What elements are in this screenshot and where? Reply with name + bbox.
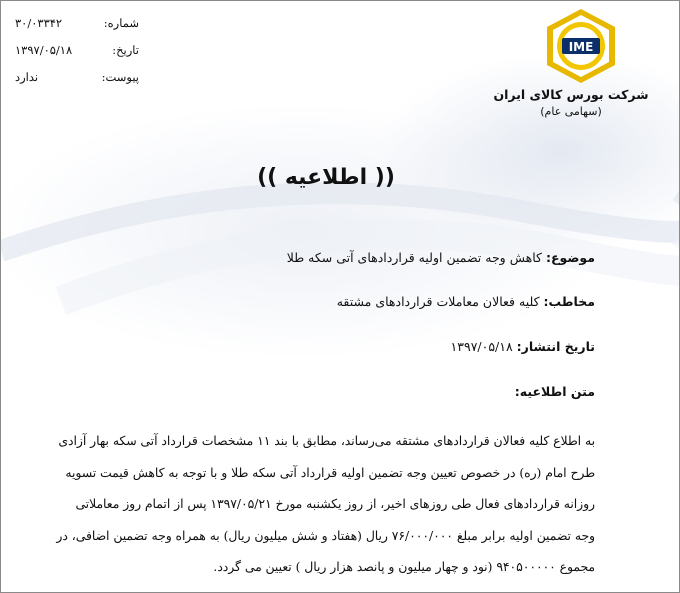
date-row — [9, 36, 139, 63]
date-value: ۱۳۹۷/۰۵/۱۸ — [15, 42, 73, 57]
attachment-row — [9, 63, 139, 90]
audience-line — [337, 294, 595, 309]
text-heading-line — [515, 384, 595, 399]
body-line: روزانه قراردادهای فعال طی روزهای اخیر، از روز یکشنبه مورخ ۱۳۹۷/۰۵/۲۱ پس از اتمام روز معاملاتی — [75, 497, 595, 511]
subject-line — [287, 250, 595, 265]
publish-date-line — [451, 339, 595, 354]
company-block — [471, 87, 671, 118]
announcement-title: (( اطلاعیه )) — [257, 165, 395, 190]
company-name: شرکت بورس کالای ایران — [493, 87, 649, 102]
audience-label: مخاطب: — [543, 294, 595, 309]
subject-label: موضوع: — [545, 250, 595, 265]
body-line: مجموع ۹۴۰۵۰۰۰۰۰ (نود و چهار میلیون و پانصد هزار ریال ) تعیین می گردد. — [213, 560, 595, 574]
company-type: (سهامی عام) — [540, 105, 602, 118]
body-line: به اطلاع کلیه فعالان قراردادهای مشتقه می‌رساند، مطابق با بند ۱۱ مشخصات قرارداد آتی سکه بهار آزادی — [58, 434, 595, 448]
announcement-body — [56, 426, 595, 584]
date-label: تاریخ: — [112, 42, 139, 57]
body-line: طرح امام (ره) در خصوص تعیین وجه تضمین اولیه قرارداد آتی سکه طلا و با توجه به کاهش قیمت تسویه — [65, 465, 595, 480]
subject-value: کاهش وجه تضمین اولیه قراردادهای آتی سکه طلا — [286, 250, 546, 265]
body-line: وجه تضمین اولیه برابر مبلغ ۷۶/۰۰۰/۰۰۰ ریال (هفتاد و شش میلیون ریال) به همراه وجه تضمین اضافی، در — [56, 528, 595, 543]
ime-logo — [542, 7, 620, 85]
publish-date-value: ۱۳۹۷/۰۵/۱۸ — [450, 339, 517, 354]
publish-date-label: تاریخ انتشار: — [516, 339, 595, 354]
audience-value: کلیه فعالان معاملات قراردادهای مشتقه — [336, 294, 544, 309]
number-row — [9, 9, 139, 36]
attachment-label: پیوست: — [101, 69, 139, 84]
letter-meta — [9, 9, 139, 90]
text-heading: متن اطلاعیه: — [514, 384, 595, 399]
attachment-value: ندارد — [15, 69, 39, 84]
number-value: ۳۰/۰۳۳۴۲ — [15, 15, 63, 30]
logo-mark: IME — [568, 40, 594, 54]
number-label: شماره: — [103, 15, 139, 30]
